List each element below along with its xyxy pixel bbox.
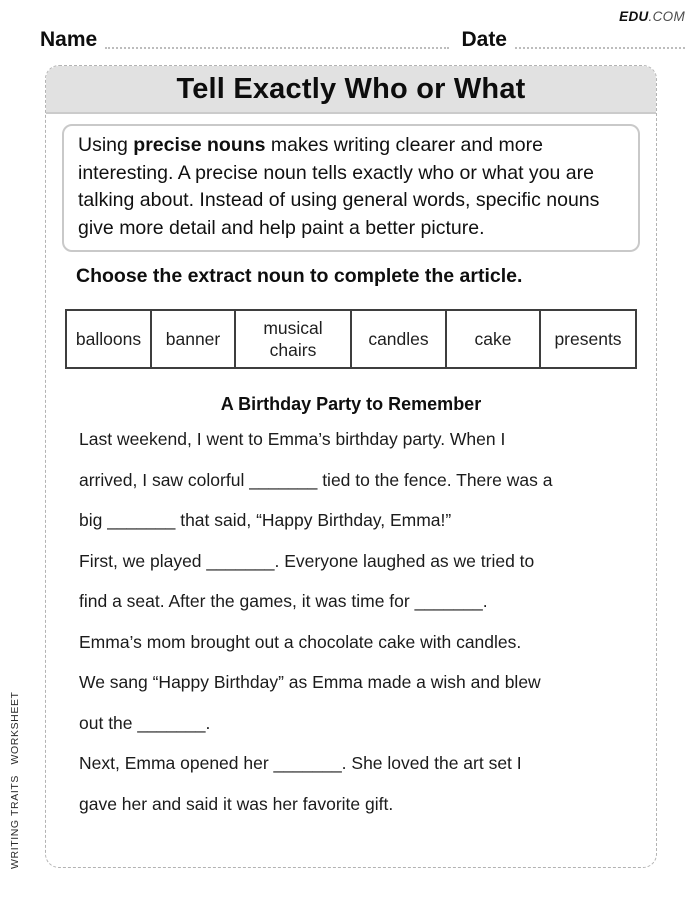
article-line: Emma’s mom brought out a chocolate cake with candles. bbox=[79, 631, 522, 652]
word-bank-cell-candles: candles bbox=[351, 310, 446, 368]
worksheet-title: Tell Exactly Who or What bbox=[176, 72, 526, 105]
name-fill-line[interactable] bbox=[105, 45, 449, 49]
article-line: find a seat. After the games, it was time for _______. bbox=[79, 591, 488, 611]
article-line: arrived, I saw colorful _______ tied to the fence. There was a bbox=[79, 469, 553, 490]
article-line: big _______ that said, “Happy Birthday, Emma!” bbox=[79, 510, 452, 530]
intro-box bbox=[62, 124, 640, 252]
worksheet-sheet bbox=[45, 65, 657, 868]
word-bank-cell-cake: cake bbox=[446, 310, 540, 368]
edu-logo bbox=[619, 9, 685, 24]
article-line: We sang “Happy Birthday” as Emma made a wish and blew bbox=[79, 672, 541, 692]
article-line: out the _______. bbox=[79, 712, 211, 733]
word-bank-cell-presents: presents bbox=[540, 310, 636, 368]
word-bank-cell-balloons: balloons bbox=[66, 310, 151, 368]
article-line: Last weekend, I went to Emma’s birthday party. When I bbox=[79, 429, 506, 449]
word-bank-cell-banner: banner bbox=[151, 310, 235, 368]
article-body bbox=[79, 419, 638, 824]
intro-text-bold: precise nouns bbox=[133, 134, 266, 156]
side-label: WRITING TRAITS WORKSHEET bbox=[9, 691, 21, 869]
intro-text-pre: Using bbox=[78, 134, 134, 156]
instruction-text: Choose the extract noun to complete the article. bbox=[76, 265, 523, 287]
article-line: gave her and said it was her favorite gift. bbox=[79, 793, 394, 814]
article-title: A Birthday Party to Remember bbox=[220, 394, 482, 414]
name-date-row bbox=[40, 28, 685, 52]
intro-text-post: makes writing clearer and more interesting. A precise noun tells exactly who or what you are talking about. Instead of using general words, specific nouns give more detail and help paint a better picture. bbox=[78, 134, 600, 239]
edu-logo-primary: EDU bbox=[619, 9, 649, 24]
name-label: Name bbox=[40, 28, 98, 51]
worksheet-header bbox=[46, 66, 656, 114]
word-bank-cell-musical-chairs: musical chairs bbox=[235, 310, 351, 368]
word-bank-table bbox=[65, 309, 637, 369]
date-fill-line[interactable] bbox=[515, 45, 685, 49]
edu-logo-secondary: .COM bbox=[648, 9, 685, 24]
word-bank-row bbox=[66, 310, 636, 368]
article-line: Next, Emma opened her _______. She loved the art set I bbox=[79, 753, 522, 773]
article-line: First, we played _______. Everyone laughed as we tried to bbox=[79, 550, 535, 571]
date-label: Date bbox=[461, 28, 507, 51]
